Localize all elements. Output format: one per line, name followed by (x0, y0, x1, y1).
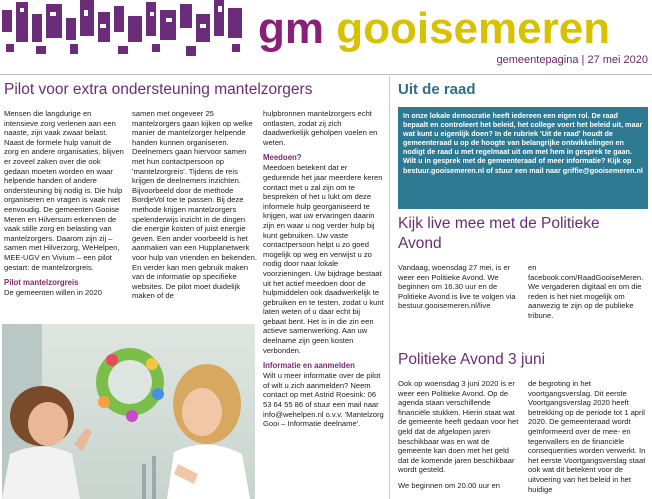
avond-column-1 (398, 379, 520, 491)
section-heading: Informatie en aanmelden (263, 361, 355, 371)
avond-title: Politieke Avond 3 juni (398, 351, 546, 368)
live-title: Kijk live mee met de Politieke Avond (398, 215, 600, 252)
section-heading: Pilot mantelzorgreis (4, 278, 79, 288)
article-paragraph: samen met ongeveer 25 mantelzorgers gaan kijken op welke manier de mantelzorger helpende handen kunnen organiseren. Deelnemers gaan hiervoor samen met hun contactpersoon op 'mantelzorgreis'. Tijdens de reis krijgen de deelnemers inzichten. Bijvoorbeeld door de methode BordjeVol toe te passen. Bij deze methode krijgen mantelzorgers spelenderwijs inzicht in de dingen die energie kosten of juist energie geven. Een ander voorbeeld is het aanmaken van een Hupplanetwerk voor hulp van vrienden en bekenden. En verder kan men gebruik maken van de informatie op specifieke websites. De pilot moet duidelijk maken of de (132, 109, 257, 301)
column-divider (389, 76, 390, 499)
article-paragraph: en facebook.com/RaadGooiseMeren. We vergaderen digitaal en om die reden is het niet mogelijk om aanwezig te zijn op de publieke tribune. (528, 263, 644, 320)
logo-pattern (0, 0, 250, 60)
section-heading: Meedoen? (263, 153, 302, 163)
article-column-2 (132, 109, 257, 301)
article-paragraph: Ook op woensdag 3 juni 2020 is er weer een Politieke Avond. Op de agenda staan verschillende financiële stukken. Hierin staat wat de gemeente heeft gedaan voor het geld dat de afgelopen jaren beschikbaar was en wat de gemeente kan doen met het geld dat de komende jaren beschikbaar wordt gesteld. (398, 379, 519, 475)
article-paragraph: hulpbronnen mantelzorgers echt ontlasten, zodat zij zich daadwerkelijk geholpen voelen en weten. (263, 109, 378, 147)
article-paragraph: We beginnen om 20.00 uur en (398, 480, 501, 490)
dateline: gemeentepagina | 27 mei 2020 (496, 54, 648, 66)
article-paragraph: Wilt u meer informatie over de pilot of wilt u zich aanmelden? Neem contact op met Astrid Roesink: 06 53 64 55 86 of stuur een mail naar info@wehelpen.nl o.v.v. 'Mantelzorg Gooi – Informatie deelname'. (263, 371, 384, 429)
masthead-rule (0, 74, 652, 75)
article-paragraph: Mensen die langdurige en intensieve zorg verlenen aan een naaste, zijn vaak zwaar belast. Naast de formele hulp vanuit de zorg en andere organisaties, blijven er zoveel zaken over die ook gedaan moeten worden en waar helpende handen of andere ondersteuning bij nodig is. Die hulp organiseren en vragen is vaak niet eenvoudig. De gemeenten Gooise Meren en Hilversum erkennen de vaak stille zorg en belasting van mantelzorgers. Daarom zijn zij – samen met Hilverzorg, WeHelpen, MEE-UGV en Vivium – een pilot gestart: de mantelzorgreis. (4, 109, 124, 272)
raad-title: Uit de raad (398, 81, 476, 98)
brand-prefix: gm (258, 4, 324, 53)
article-paragraph: De gemeenten willen in 2020 (4, 288, 102, 298)
brand-logo (258, 4, 610, 54)
article-paragraph: Meedoen betekent dat er gedurende het jaar meerdere keren contact met u zal zijn om te bespreken of het u lukt om deze informele hulp georganiseerd te krijgen, wat uw ervaringen daarin zijn en waar u nog verder hulp bij kunt gebruiken. Uw vaste contactpersoon helpt u zo goed mogelijk op weg en verwijst u zo nodig door naar lokale voorzieningen. Uw bijdrage bestaat uit het actief meedoen door de hulpmiddelen ook daadwerkelijk te gebruiken en te testen, zodat u kunt laten weten of u daar echt bij gebaat bent. Het is in die zin een actieve samenwerking. Aan uw deelname zijn geen kosten verbonden. (263, 163, 384, 355)
article-paragraph: de begroting in het voortgangsverslag. Dit eerste Voortgangsverslag 2020 heeft betrekking op de periode tot 1 april 2020. De gemeenteraad wordt geïnformeerd over de mee- en tegenvallers en de financiële consequenties worden verwerkt. In het eerste Voortgangsverslag staat ook wat dit betekent voor de uitvoering van het beleid in het huidige (528, 379, 646, 494)
live-column-2 (528, 263, 650, 321)
article-column-1 (4, 109, 124, 298)
raad-infobox-text: In onze lokale democratie heeft iedereen een eigen rol. De raad bepaalt en controleert het beleid, het college voert het beleid uit, maar wat kunt u eigenlijk doen? In de rubriek 'Uit de raad' houdt de gemeenteraad u op de hoogte van belangrijke ontwikkelingen en nodigt de raad u met regelmaat uit om met hem in gesprek te gaan. Wilt u in gesprek met de gemeenteraad of meer informatie? Kijk op bestuur.gooisemeren.nl of stuur een mail naar griffie@gooisemeren.nl (403, 111, 643, 175)
live-column-1 (398, 263, 520, 311)
article-photo (2, 324, 255, 499)
brand-name: gooisemeren (336, 4, 611, 53)
avond-column-2 (528, 379, 650, 494)
article-title: Pilot voor extra ondersteuning mantelzorgers (4, 81, 313, 98)
article-paragraph: Vandaag, woensdag 27 mei, is er weer een Politieke Avond. We beginnen om 16.30 uur en de Politieke Avond is live te volgen via bestuur.gooisemeren.nl/live (398, 263, 516, 311)
article-column-3 (263, 109, 385, 429)
